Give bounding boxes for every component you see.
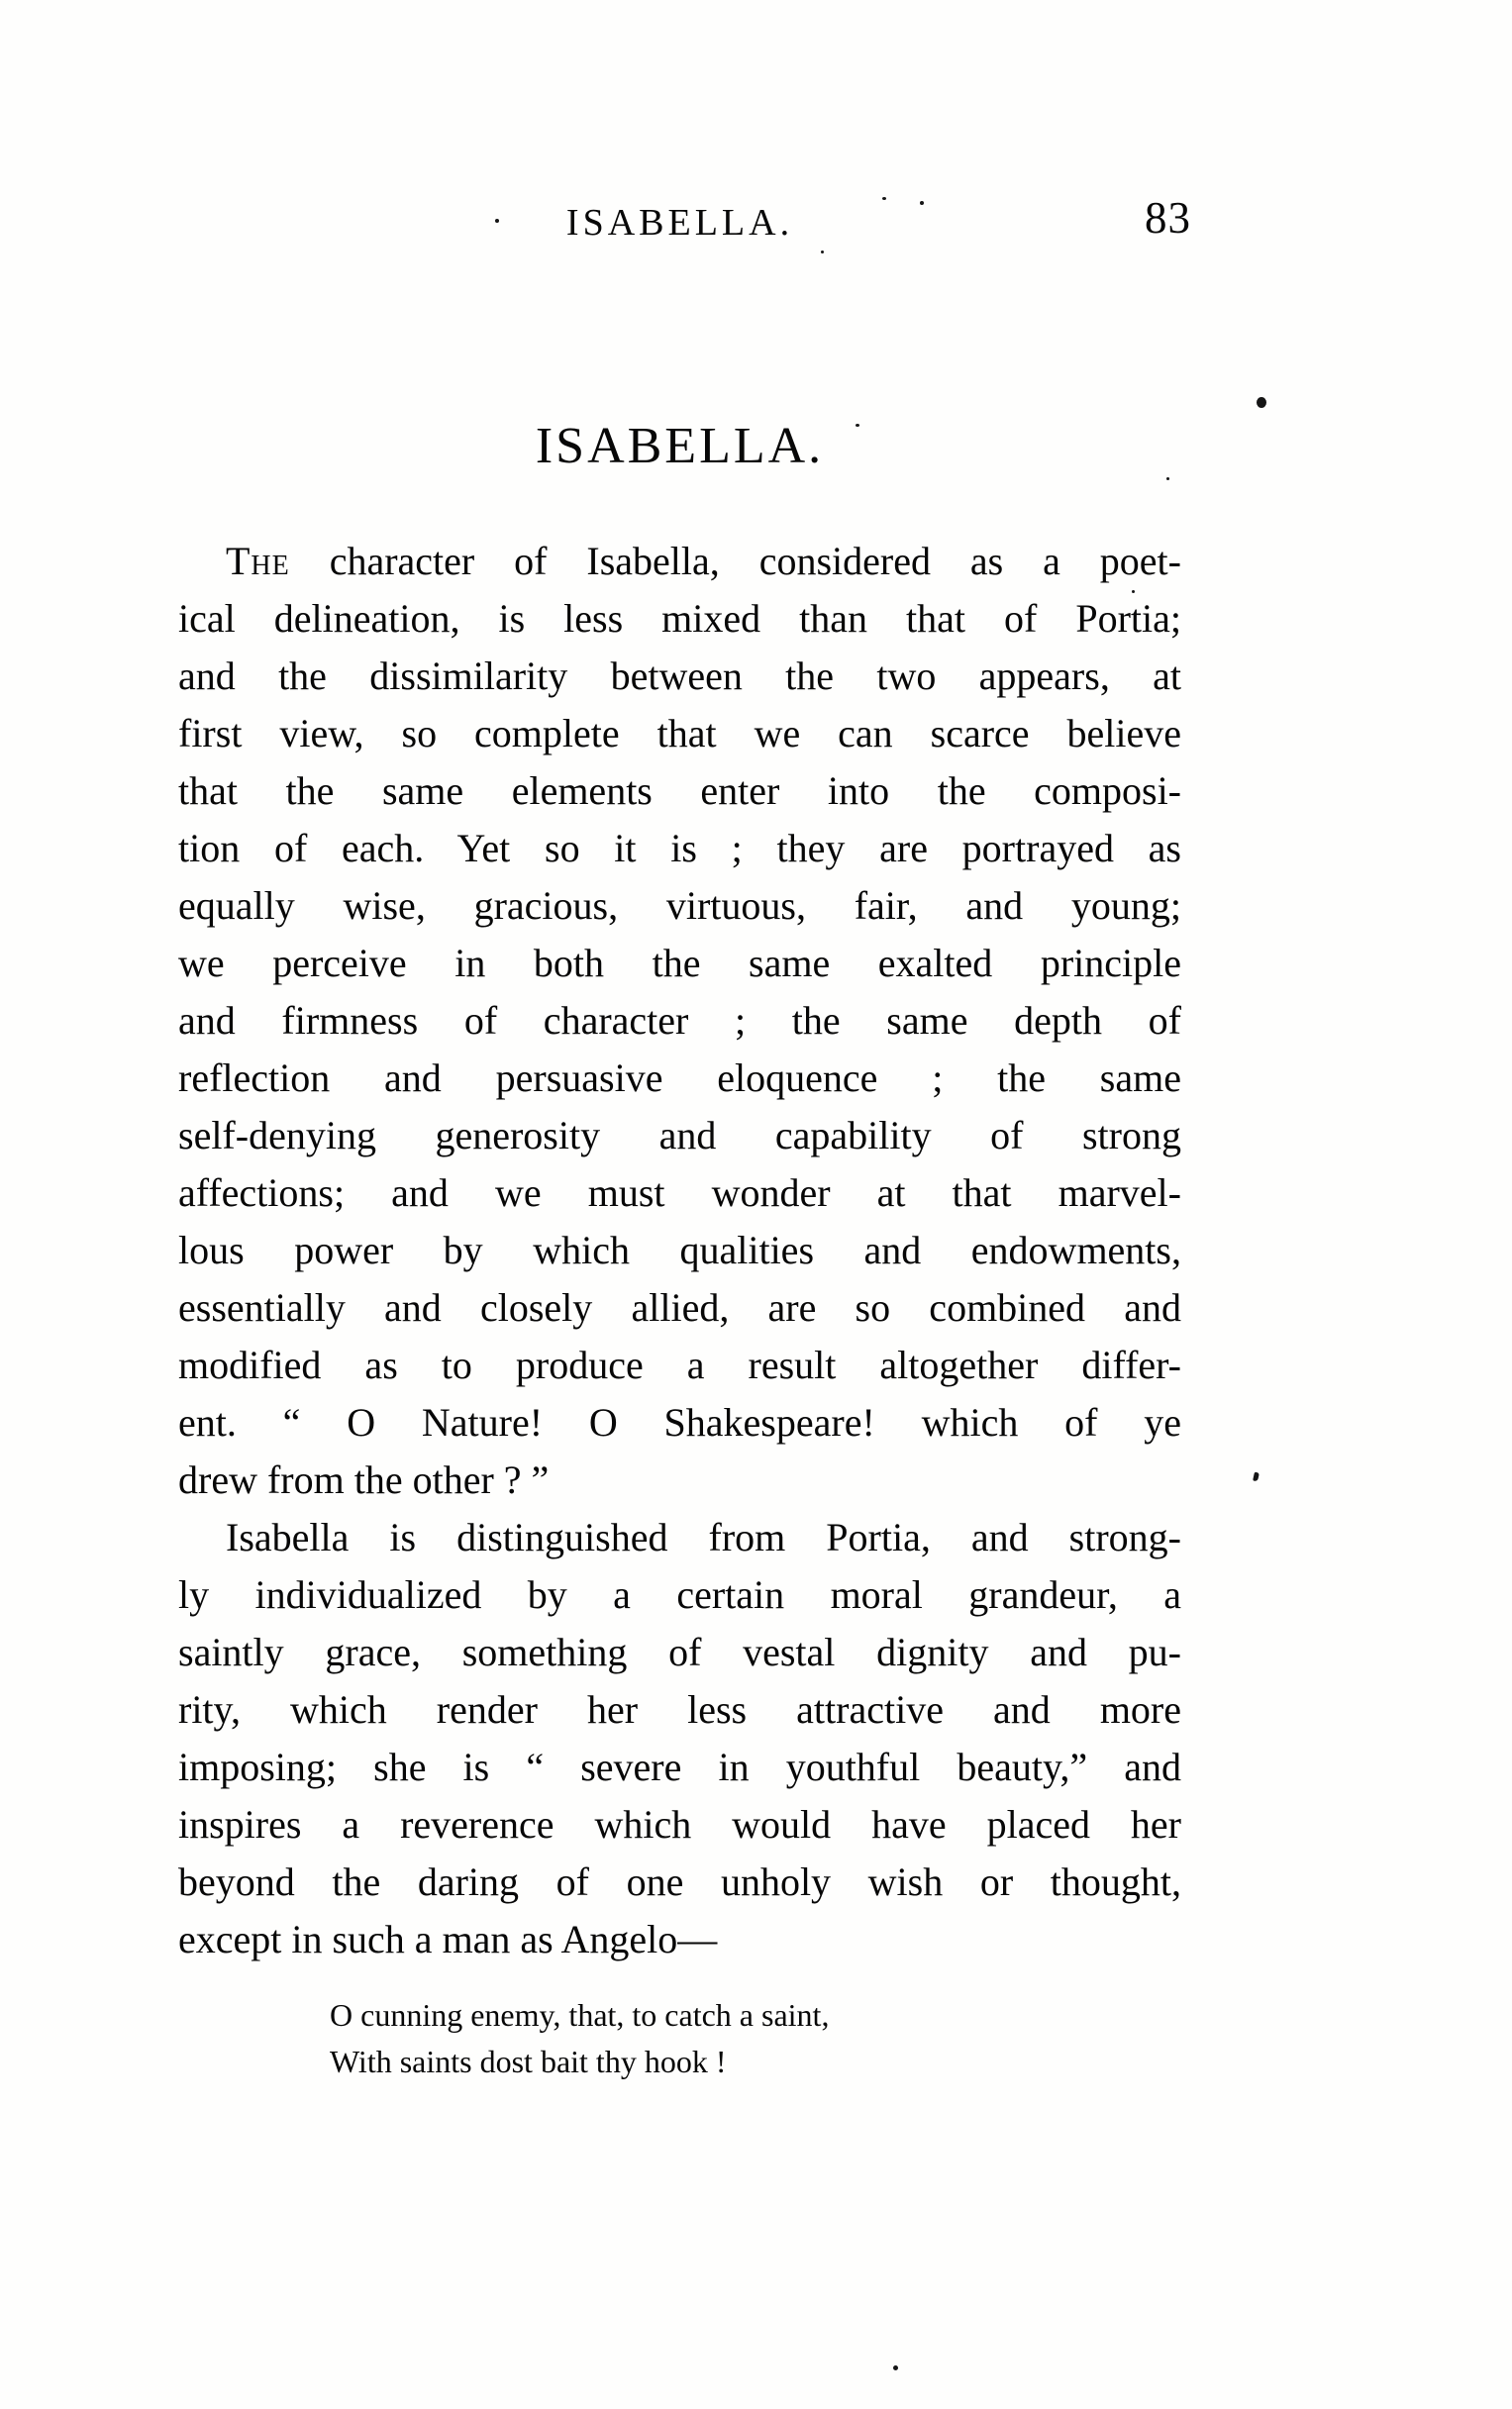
text-line: imposing; she is “ severe in youthful beauty,” and (178, 1745, 1181, 1789)
verse-line: With saints dost bait thy hook ! (330, 2044, 727, 2079)
page-number: 83 (1145, 193, 1191, 243)
scan-speck (1132, 590, 1135, 593)
text-line: ent. “ O Nature! O Shakespeare! which of ye (178, 1400, 1181, 1445)
scan-speck (856, 424, 859, 427)
text-line: lous power by which qualities and endowments, (178, 1228, 1181, 1272)
text-line: modified as to produce a result altogether differ- (178, 1343, 1181, 1387)
verse-quote (330, 1992, 829, 2085)
running-header-title: ISABELLA. (565, 202, 794, 244)
text-line: and firmness of character ; the same depth of (178, 998, 1181, 1043)
scan-speck (882, 197, 886, 200)
text-line: rity, which render her less attractive and more (178, 1687, 1181, 1732)
scan-speck (1166, 477, 1169, 480)
text-line: equally wise, gracious, virtuous, fair, and young; (178, 883, 1181, 928)
text-line: except in such a man as Angelo— (178, 1917, 718, 1961)
text-line: ical delineation, is less mixed than that of Portia; (178, 596, 1181, 641)
scan-speck (821, 251, 824, 253)
scan-speck (1257, 397, 1266, 408)
text-line: affections; and we must wonder at that marvel- (178, 1170, 1181, 1215)
text-line: essentially and closely allied, are so combined and (178, 1285, 1181, 1330)
chapter-title: ISABELLA. (535, 418, 825, 474)
text-line: Isabella is distinguished from Portia, and strong- (226, 1515, 1181, 1559)
text-line: inspires a reverence which would have placed her (178, 1802, 1181, 1847)
text-line: The character of Isabella, considered as a poet- (226, 539, 1181, 583)
text-line: self-denying generosity and capability of strong (178, 1113, 1181, 1157)
text-line: and the dissimilarity between the two appears, at (178, 653, 1181, 698)
text-line: that the same elements enter into the composi- (178, 768, 1181, 813)
scan-speck (1253, 1472, 1260, 1482)
text-line: first view, so complete that we can scarce believe (178, 711, 1181, 755)
scan-speck (920, 201, 924, 205)
text-line: we perceive in both the same exalted principle (178, 941, 1181, 985)
text-line: reflection and persuasive eloquence ; the same (178, 1055, 1181, 1100)
text-line: beyond the daring of one unholy wish or thought, (178, 1859, 1181, 1904)
text-line: saintly grace, something of vestal dignity and pu- (178, 1630, 1181, 1674)
verse-line: O cunning enemy, that, to catch a saint, (330, 1997, 830, 2033)
scan-speck (495, 219, 499, 223)
small-caps-lead-word: The (226, 539, 290, 583)
body-text (178, 533, 1181, 1968)
text-line: ly individualized by a certain moral grandeur, a (178, 1572, 1181, 1617)
scan-speck (893, 2365, 898, 2370)
text-line: drew from the other ? ” (178, 1457, 550, 1502)
text-line: tion of each. Yet so it is ; they are portrayed as (178, 826, 1181, 870)
